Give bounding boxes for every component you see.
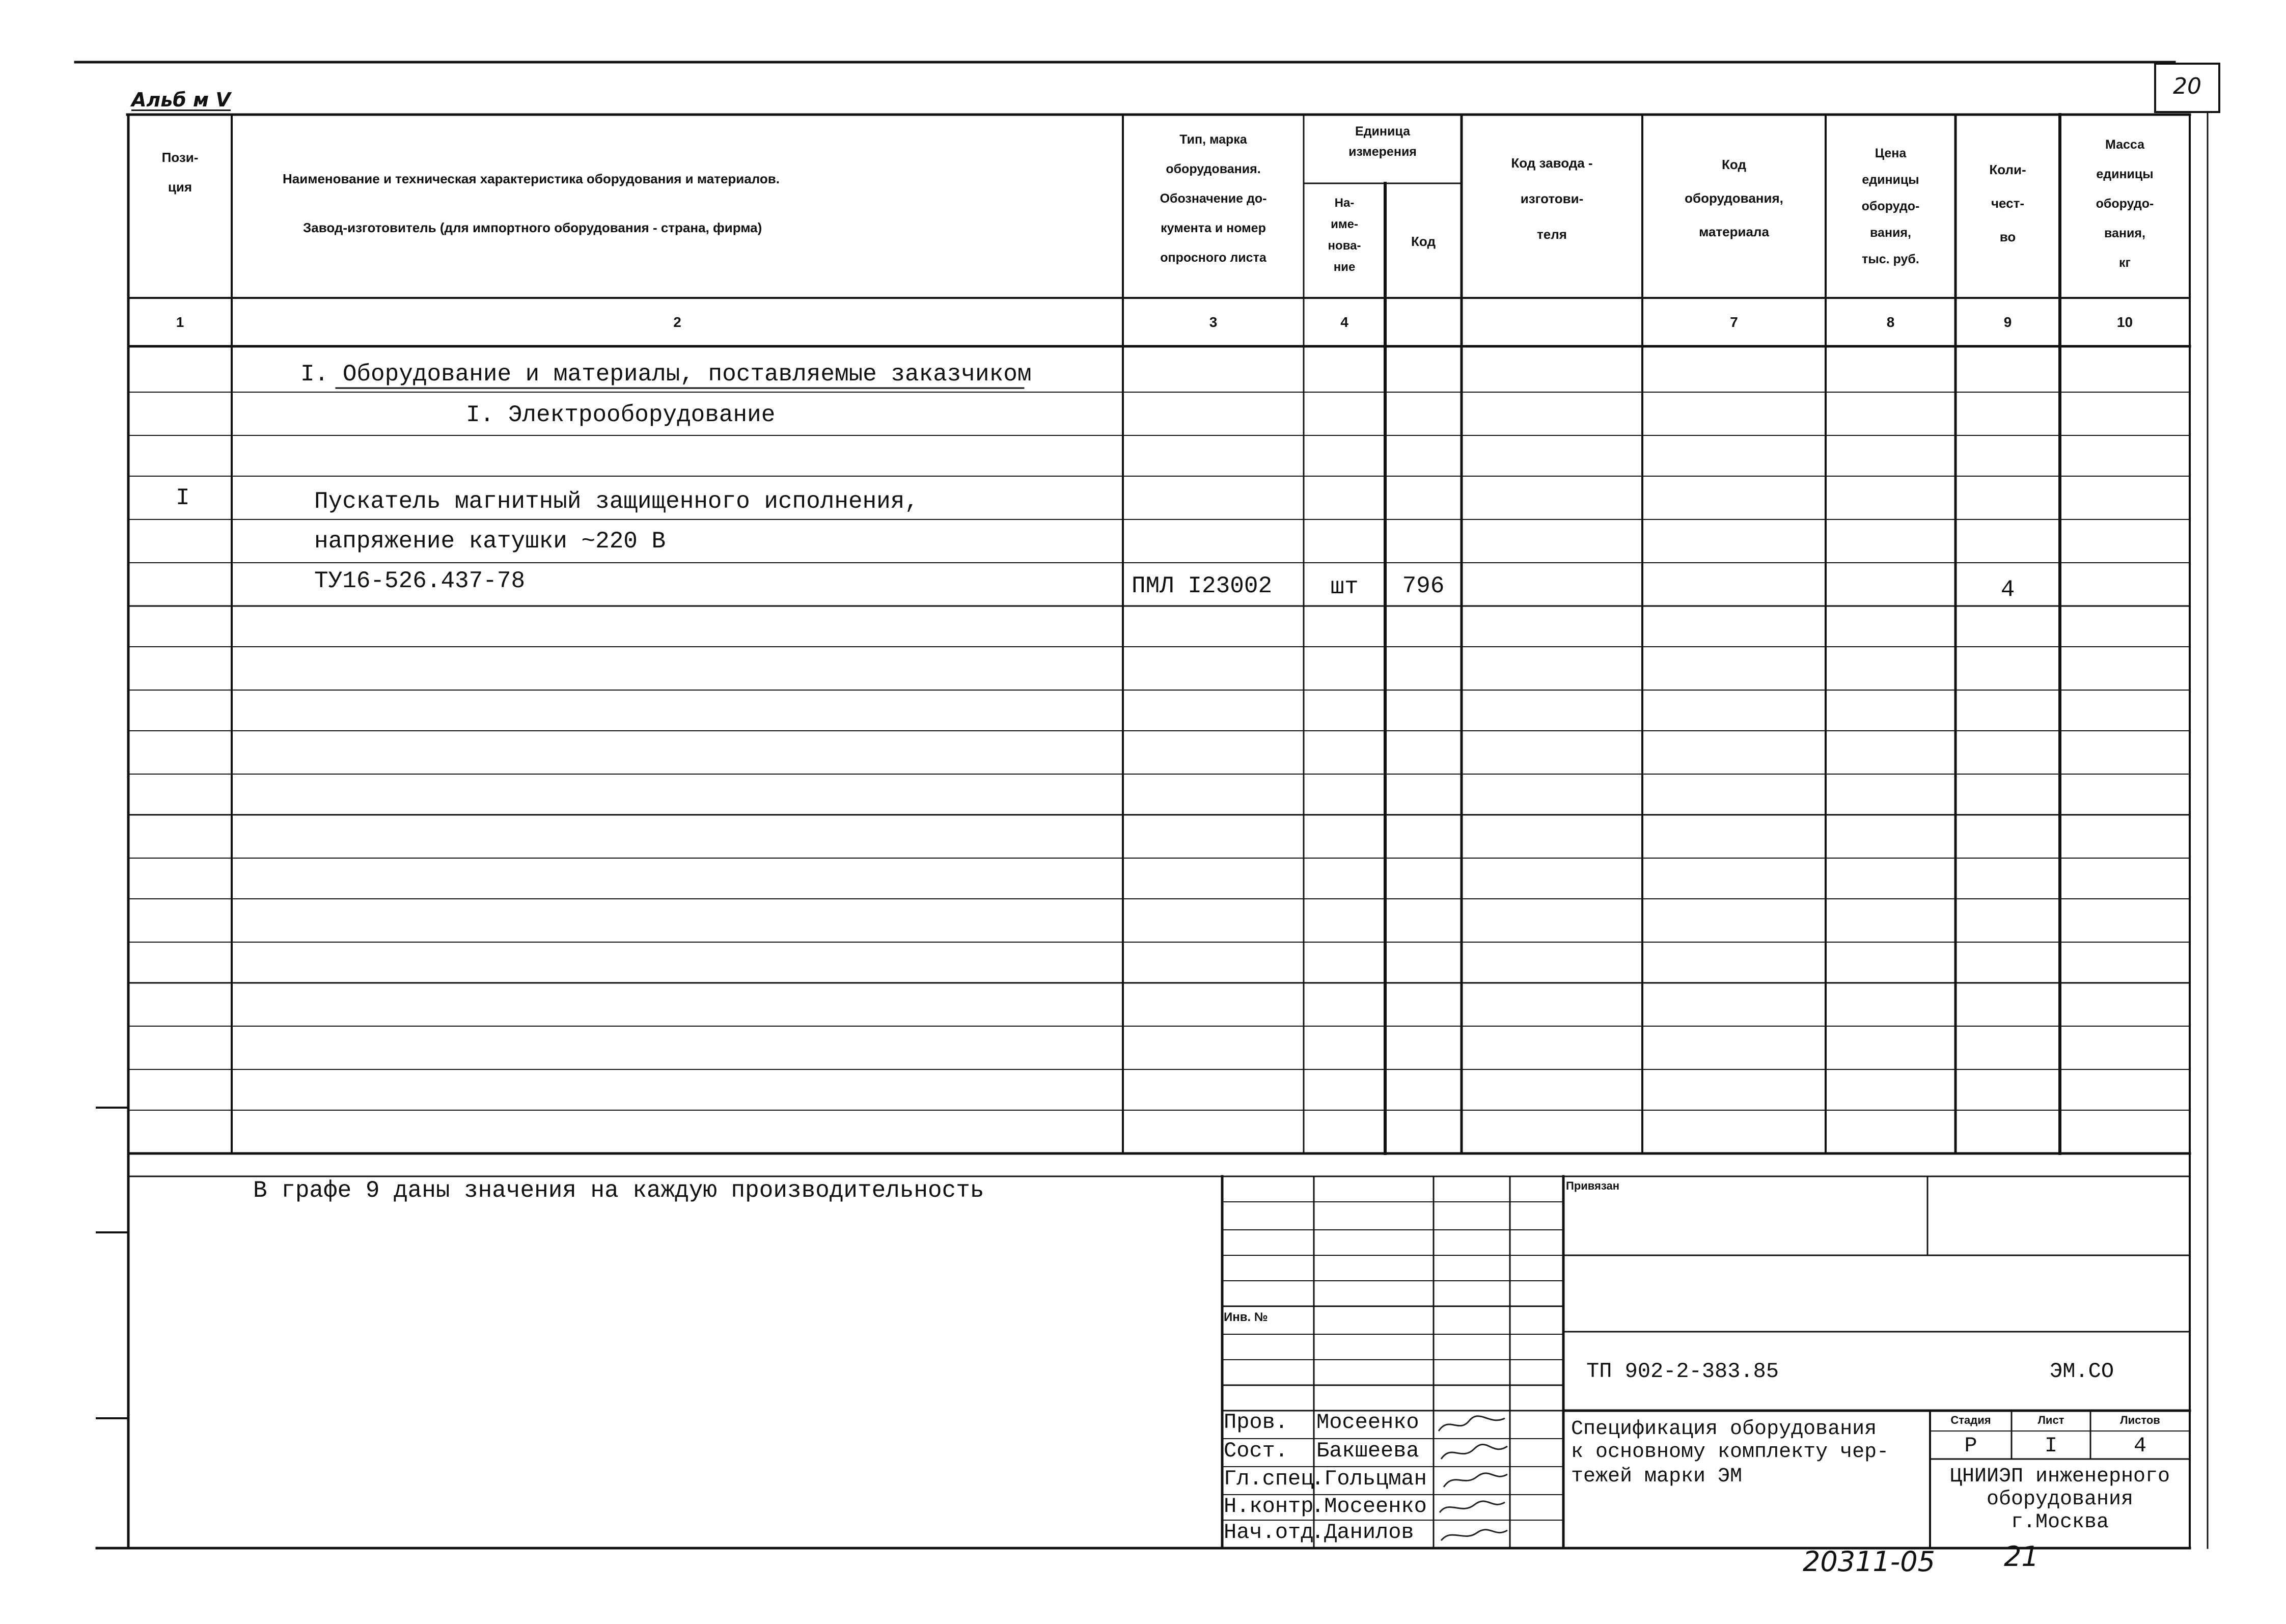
- name-3: .Гольцман: [1311, 1467, 1427, 1491]
- item-qty: 4: [2000, 576, 2015, 603]
- header-unit-name: На- име- нова- ние: [1328, 196, 1361, 274]
- handwritten-page-number: 21: [2004, 1540, 2039, 1573]
- col-number-4: 4: [1340, 314, 1348, 330]
- privyazan-label: Привязан: [1566, 1179, 1620, 1192]
- header-plant-code: Код завода - изготови- теля: [1511, 155, 1593, 242]
- header-price: Цена единицы оборудо- вания, тыс. руб.: [1861, 146, 1920, 266]
- role-2: Сост.: [1224, 1439, 1288, 1463]
- document-mark: ЭМ.СО: [2050, 1359, 2114, 1384]
- col-number-2: 2: [673, 314, 681, 330]
- header-name-line1: Наименование и техническая характеристика оборудования и материалов.: [283, 171, 780, 186]
- col-number-9: 9: [2003, 314, 2012, 330]
- item-description-line3: ТУ16-526.437-78: [314, 568, 526, 594]
- header-equip-code: Код оборудования, материала: [1685, 157, 1783, 239]
- item-position: I: [176, 485, 190, 511]
- section-title: I. Оборудование и материалы, поставляемые заказчиком: [300, 361, 1032, 388]
- role-3: Гл.спец: [1224, 1467, 1314, 1491]
- col-number-7: 7: [1730, 314, 1738, 330]
- organization-line-3: г.Москва: [2010, 1511, 2109, 1534]
- name-5: .Данилов: [1311, 1520, 1414, 1545]
- header-position: Пози- ция: [161, 150, 199, 195]
- header-name-line2: Завод-изготовитель (для импортного оборудования - страна, фирма): [303, 220, 762, 235]
- header-qty: Коли- чест- во: [1989, 162, 2026, 244]
- role-4: Н.контр: [1224, 1494, 1314, 1519]
- title-line-2: к основному комплекту чер-: [1571, 1441, 1889, 1464]
- name-2: Бакшеева: [1316, 1439, 1419, 1463]
- item-unit-name: шт: [1330, 574, 1359, 600]
- header-unit-code: Код: [1411, 234, 1436, 249]
- header-mass: Масса единицы оборудо- вания, кг: [2096, 137, 2154, 270]
- col-number-10: 10: [2116, 314, 2133, 330]
- role-1: Пров.: [1224, 1410, 1288, 1435]
- page-number: 20: [2173, 73, 2201, 99]
- name-4: .Мосеенко: [1311, 1494, 1427, 1519]
- organization-line-1: ЦНИИЭП инженерного: [1949, 1465, 2170, 1488]
- item-unit-code: 796: [1402, 573, 1445, 599]
- title-line-1: Спецификация оборудования: [1571, 1418, 1877, 1441]
- sheets-label: Листов: [2120, 1414, 2160, 1426]
- inventory-number-label: Инв. №: [1224, 1310, 1268, 1324]
- item-description-line1: Пускатель магнитный защищенного исполнения,: [314, 488, 919, 515]
- col-number-8: 8: [1886, 314, 1895, 330]
- document-code: ТП 902-2-383.85: [1586, 1359, 1779, 1384]
- footer-note: В графе 9 даны значения на каждую производительность: [253, 1177, 984, 1204]
- stage-value: Р: [1964, 1434, 1977, 1458]
- item-type: ПМЛ I23002: [1132, 573, 1273, 599]
- header-unit: Единица измерения: [1348, 124, 1417, 159]
- top-left-note: Альб м V: [131, 89, 231, 111]
- name-1: Мосеенко: [1316, 1410, 1419, 1435]
- sheet-value: I: [2044, 1434, 2058, 1458]
- header-type: Тип, марка оборудования. Обозначение до- кумента и номер опросного листа: [1160, 132, 1267, 265]
- subsection-title: I. Электрооборудование: [466, 402, 776, 428]
- stage-label: Стадия: [1950, 1414, 1991, 1426]
- organization-line-2: оборудования: [1986, 1488, 2134, 1511]
- col-number-1: 1: [176, 314, 184, 330]
- sheets-value: 4: [2133, 1434, 2147, 1458]
- sheet-label: Лист: [2037, 1414, 2064, 1426]
- title-line-3: тежей марки ЭМ: [1571, 1465, 1743, 1488]
- item-description-line2: напряжение катушки ~220 В: [314, 528, 666, 555]
- handwritten-archive-number: 20311-05: [1803, 1546, 1935, 1578]
- role-5: Нач.отд: [1224, 1520, 1314, 1545]
- signatures: [1434, 1411, 1510, 1548]
- col-number-3: 3: [1209, 314, 1218, 330]
